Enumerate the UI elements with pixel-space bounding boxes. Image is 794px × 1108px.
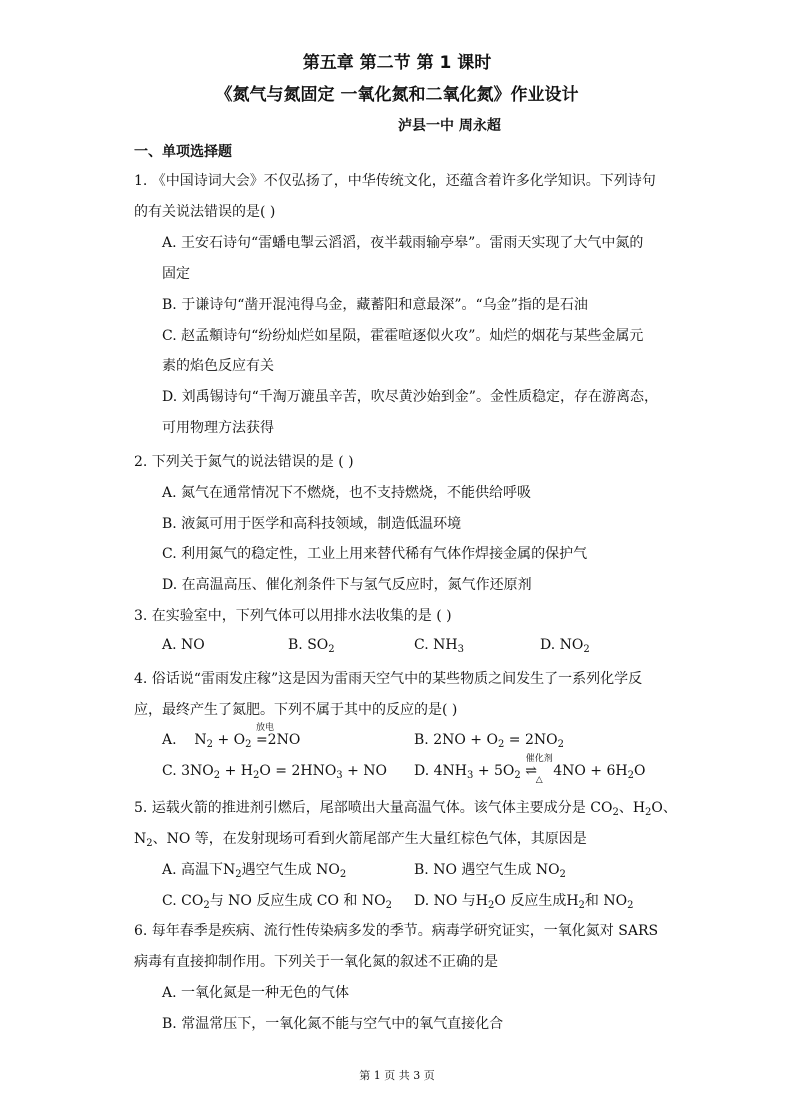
q4-option-c: C. $3NO_2 + H_2O = 2HNO_3$ + NO	[162, 763, 388, 781]
q1-option-c-line-1: C. 赵孟頫诗句“纷纷灿烂如星陨，霍霍喧逐似火攻”。灿烂的烟花与某些金属元	[162, 328, 644, 344]
q6-stem-line-2: 病毒有直接抑制作用。下列关于一氧化氮的叙述不正确的是	[134, 954, 498, 970]
q2-option-c: C. 利用氮气的稳定性，工业上用来替代稀有气体作焊接金属的保护气	[162, 546, 588, 562]
q2-option-d: D. 在高温高压、催化剂条件下与氢气反应时，氮气作还原剂	[162, 577, 532, 593]
q3-option-b: B. $SO_2$	[288, 637, 335, 655]
q1-option-a-line-1: A. 王安石诗句“雷蟠电掣云滔滔，夜半载雨输亭皋”。雷雨天实现了大气中氮的	[162, 235, 644, 251]
q5-option-b: B. NO 遇空气生成 $NO_2$	[414, 862, 566, 880]
q1-option-a-line-2: 固定	[162, 266, 190, 282]
q1-stem-line-2: 的有关说法错误的是( )	[134, 204, 276, 220]
q6-stem-line-1: 6. 每年春季是疾病、流行性传染病多发的季节。病毒学研究证实，一氧化氮对 SARS	[134, 923, 659, 939]
q6-option-b: B. 常温常压下，一氧化氮不能与空气中的氧气直接化合	[162, 1016, 504, 1032]
q2-option-a: A. 氮气在通常情况下不燃烧，也不支持燃烧，不能供给呼吸	[162, 485, 532, 501]
q3-option-c: C. $NH_3$	[414, 637, 464, 655]
q3-option-d: D. $NO_2$	[540, 637, 590, 655]
q5-option-a: A. 高温下$N_2$遇空气生成 $NO_2$	[162, 862, 347, 880]
section-title: 一、单项选择题	[134, 144, 232, 160]
title-line-2: 《氮气与氮固定 一氧化氮和二氧化氮》作业设计	[215, 85, 579, 105]
author: 泸县一中 周永超	[398, 118, 501, 134]
q2-stem: 2. 下列关于氮气的说法错误的是 ( )	[134, 454, 354, 470]
q4-stem-line-2: 应，最终产生了氮肥。下列不属于其中的反应的是( )	[134, 702, 458, 718]
q2-option-b: B. 液氮可用于医学和高科技领域，制造低温环境	[162, 516, 462, 532]
q1-option-d-line-1: D. 刘禹锡诗句“千淘万漉虽辛苦，吹尽黄沙始到金”。金性质稳定，存在游离态，	[162, 389, 658, 405]
q4-option-d: D. $4NH_3 + 5O_2$ 催化剂 ⇌ △ $4NO + 6H_2O$	[414, 754, 646, 785]
q1-option-b: B. 于谦诗句“凿开混沌得乌金，藏蓄阳和意最深”。“乌金”指的是石油	[162, 297, 588, 313]
page-footer: 第 1 页 共 3 页	[359, 1069, 435, 1082]
q3-stem: 3. 在实验室中，下列气体可以用排水法收集的是 ( )	[134, 608, 452, 624]
q5-option-c: C. $CO_2$与 NO 反应生成 CO 和 $NO_2$	[162, 893, 392, 911]
title-line-1: 第五章 第二节 第 1 课时	[302, 53, 492, 73]
q4-stem-line-1: 4. 俗话说“雷雨发庄稼”这是因为雷雨天空气中的某些物质之间发生了一系列化学反	[134, 671, 643, 687]
q5-option-d: D. NO 与$H_2O$ 反应生成$H_2$和 $NO_2$	[414, 893, 634, 911]
q4-option-b: B. $2NO + O_2 = 2NO_2$	[414, 732, 564, 750]
q1-option-c-line-2: 素的焰色反应有关	[162, 358, 274, 374]
q1-option-d-line-2: 可用物理方法获得	[162, 420, 274, 436]
q3-option-a: A. NO	[162, 637, 205, 653]
q1-stem-line-1: 1. 《中国诗词大会》不仅弘扬了，中华传统文化，还蕴含着许多化学知识。下列诗句	[134, 173, 656, 189]
q4-option-a: A. $N_2 + O_2$ 放电 =2NO	[162, 723, 301, 750]
q6-option-a: A. 一氧化氮是一种无色的气体	[162, 985, 350, 1001]
q5-stem-line-2: $N_2$、NO 等，在发射现场可看到火箭尾部产生大量红棕色气体，其原因是	[134, 831, 587, 849]
q5-stem-line-1: 5. 运载火箭的推进剂引燃后，尾部喷出大量高温气体。该气体主要成分是 $CO_2$、$H_2O$、	[134, 800, 677, 818]
